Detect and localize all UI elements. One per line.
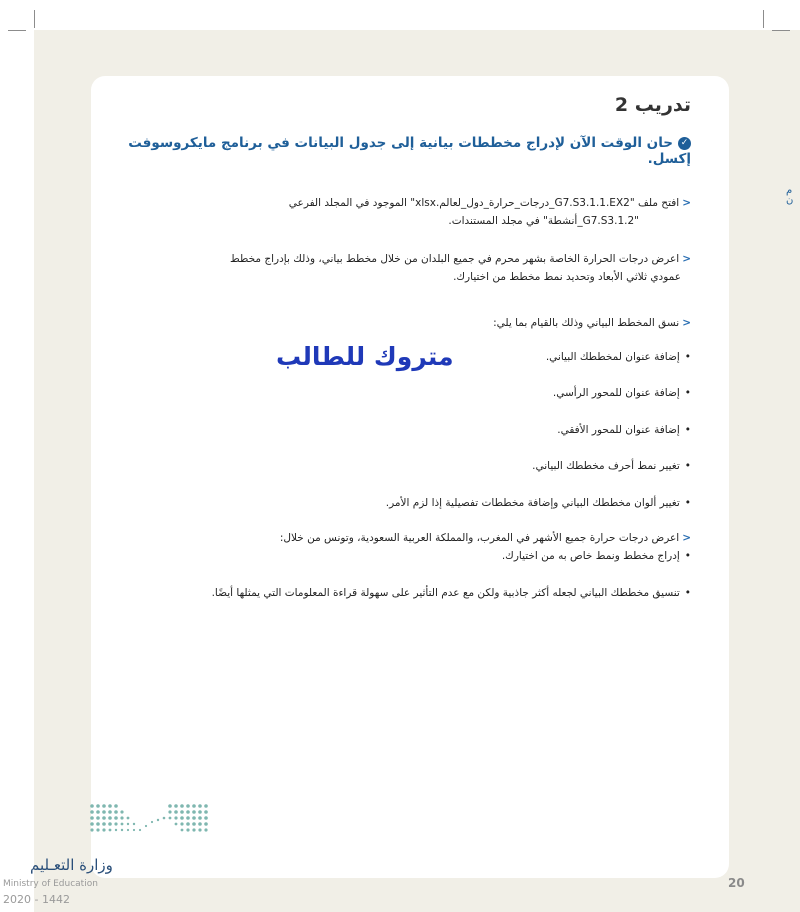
ministry-logo-icon (88, 800, 216, 838)
chevron-left-icon: < (682, 197, 691, 209)
step-show-temperatures (230, 250, 691, 286)
list-item-text: إدراج مخطط ونمط خاص به من اختيارك. (501, 550, 680, 562)
list-item-text: تغيير نمط أحرف مخططك البياني. (532, 460, 680, 472)
crop-mark (772, 30, 790, 31)
step-text: "G7.S3.1.2_أنشطة" في مجلد المستندات. (448, 215, 639, 227)
ministry-name-arabic: وزارة التعـليم (30, 856, 113, 874)
handwritten-stamp: متروك للطالب (276, 342, 454, 371)
ministry-years: 2020 - 1442 (3, 893, 70, 906)
list-item-text: إضافة عنوان للمحور الأفقي. (557, 424, 680, 436)
bullet: • (684, 387, 691, 399)
exercise-intro (91, 135, 691, 167)
step-text: اعرض درجات حرارة جميع الأشهر في المغرب، والمملكة العربية السعودية، وتونس من خلال: (279, 532, 680, 544)
intro-text: حان الوقت الآن لإدراج مخططات بيانية إلى جدول البيانات في برنامج مايكروسوفت إكسل. (128, 135, 691, 167)
list-item-text: تنسيق مخططك البياني لجعله أكثر جاذبية ولكن مع عدم التأثير على سهولة قراءة المعلومات التي يمثلها أيضًا. (211, 587, 680, 599)
chevron-left-icon: < (682, 253, 691, 265)
list-item (212, 584, 691, 602)
list-item (546, 348, 691, 366)
check-circle-icon: ✓ (678, 137, 691, 150)
bullet: • (684, 497, 691, 509)
step-text: افتح ملف "G7.S3.1.1.EX2_درجات_حرارة_دول_لعالم.xlsx" الموجود في المجلد الفرعي (288, 197, 680, 209)
bullet: • (684, 424, 691, 436)
step-text: نسق المخطط البياني وذلك بالقيام بما يلي: (493, 317, 680, 329)
page-margin-top (34, 0, 800, 30)
exercise-card (91, 76, 729, 878)
exercise-title: تدريب 2 (614, 94, 691, 116)
crop-mark (34, 10, 35, 28)
adjacent-page-text (786, 186, 793, 206)
list-item-text: تغيير ألوان مخططك البياني وإضافة مخططات تفصيلية إذا لزم الأمر. (385, 497, 680, 509)
side-mark: ن (786, 195, 794, 206)
step-text: اعرض درجات الحرارة الخاصة بشهر محرم في جميع البلدان من خلال مخطط بياني، وذلك بإدراج مخطط (230, 253, 680, 265)
bullet: • (684, 460, 691, 472)
bullet: • (684, 587, 691, 599)
crop-mark (8, 30, 26, 31)
crop-mark (763, 10, 764, 28)
chevron-left-icon: < (682, 317, 691, 329)
chevron-left-icon: < (682, 532, 691, 544)
list-item-text: إضافة عنوان للمحور الرأسي. (552, 387, 680, 399)
list-item (557, 421, 691, 439)
bullet: • (684, 351, 691, 363)
list-item (532, 457, 691, 475)
page-number: 20 (728, 876, 745, 890)
list-item (553, 384, 691, 402)
list-item-text: إضافة عنوان لمخططك البياني. (545, 351, 680, 363)
bullet: • (684, 550, 691, 562)
step-open-file (289, 194, 691, 230)
page-margin-left (0, 0, 34, 912)
step-text: عمودي ثلاثي الأبعاد وتحديد نمط مخطط من اختيارك. (453, 271, 681, 283)
step-format-chart (493, 314, 691, 332)
list-item (386, 494, 691, 512)
ministry-name-english: Ministry of Education (3, 879, 98, 889)
side-mark: م (786, 185, 793, 196)
step-compare-countries (280, 529, 691, 565)
